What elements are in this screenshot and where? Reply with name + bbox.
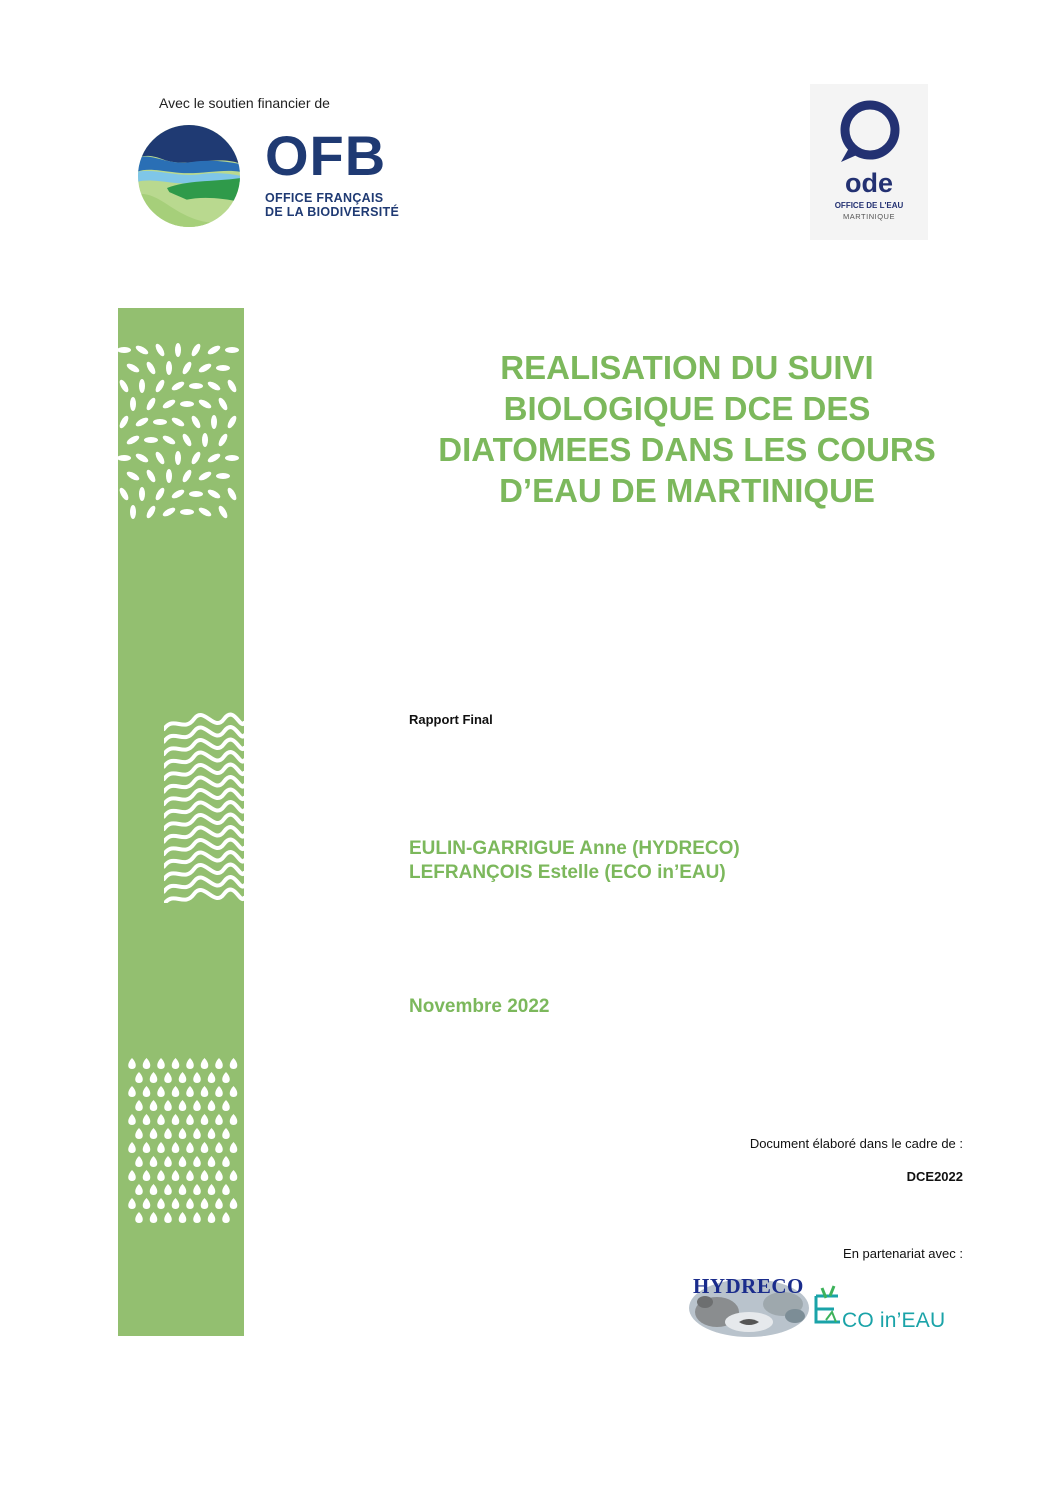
framework-text: Document élaboré dans le cadre de :: [749, 1136, 963, 1151]
title-line: REALISATION DU SUIVI: [500, 349, 874, 386]
ode-subtitle-1: OFFICE DE L'EAU: [834, 201, 904, 210]
ofb-logo-emblem: [137, 124, 241, 228]
title-line: DIATOMEES DANS LES COURS: [438, 431, 936, 468]
ofb-name-line-1: OFFICE FRANÇAIS: [265, 191, 384, 205]
drops-pattern: [124, 1056, 244, 1228]
eco-in-eau-logo-text: CO in’EAU: [842, 1309, 946, 1332]
ode-subtitle-2: MARTINIQUE: [843, 212, 895, 221]
author-line: LEFRANÇOIS Estelle (ECO in’EAU): [409, 862, 726, 883]
report-type: Rapport Final: [409, 712, 493, 727]
ofb-name-line-2: DE LA BIODIVERSITÉ: [265, 205, 400, 219]
waves-pattern: [164, 711, 244, 903]
ode-speech-bubble-icon: [835, 100, 905, 166]
ode-logo-text: ode: [844, 168, 893, 198]
document-title: [404, 347, 970, 511]
eco-in-eau-logo-mark: [812, 1282, 844, 1330]
author-line: EULIN-GARRIGUE Anne (HYDRECO): [409, 838, 740, 859]
framework-code: DCE2022: [906, 1169, 963, 1184]
ofb-acronym: OFB: [265, 124, 387, 187]
title-line: D’EAU DE MARTINIQUE: [499, 472, 875, 509]
report-date: Novembre 2022: [409, 996, 550, 1017]
leaves-pattern: [118, 342, 244, 530]
support-text: Avec le soutien financier de: [159, 95, 330, 111]
title-line: BIOLOGIQUE DCE DES: [503, 390, 871, 427]
decorative-side-band: [118, 308, 244, 1336]
partnership-text: En partenariat avec :: [843, 1246, 963, 1261]
hydreco-logo-text: HYDRECO: [693, 1274, 804, 1298]
